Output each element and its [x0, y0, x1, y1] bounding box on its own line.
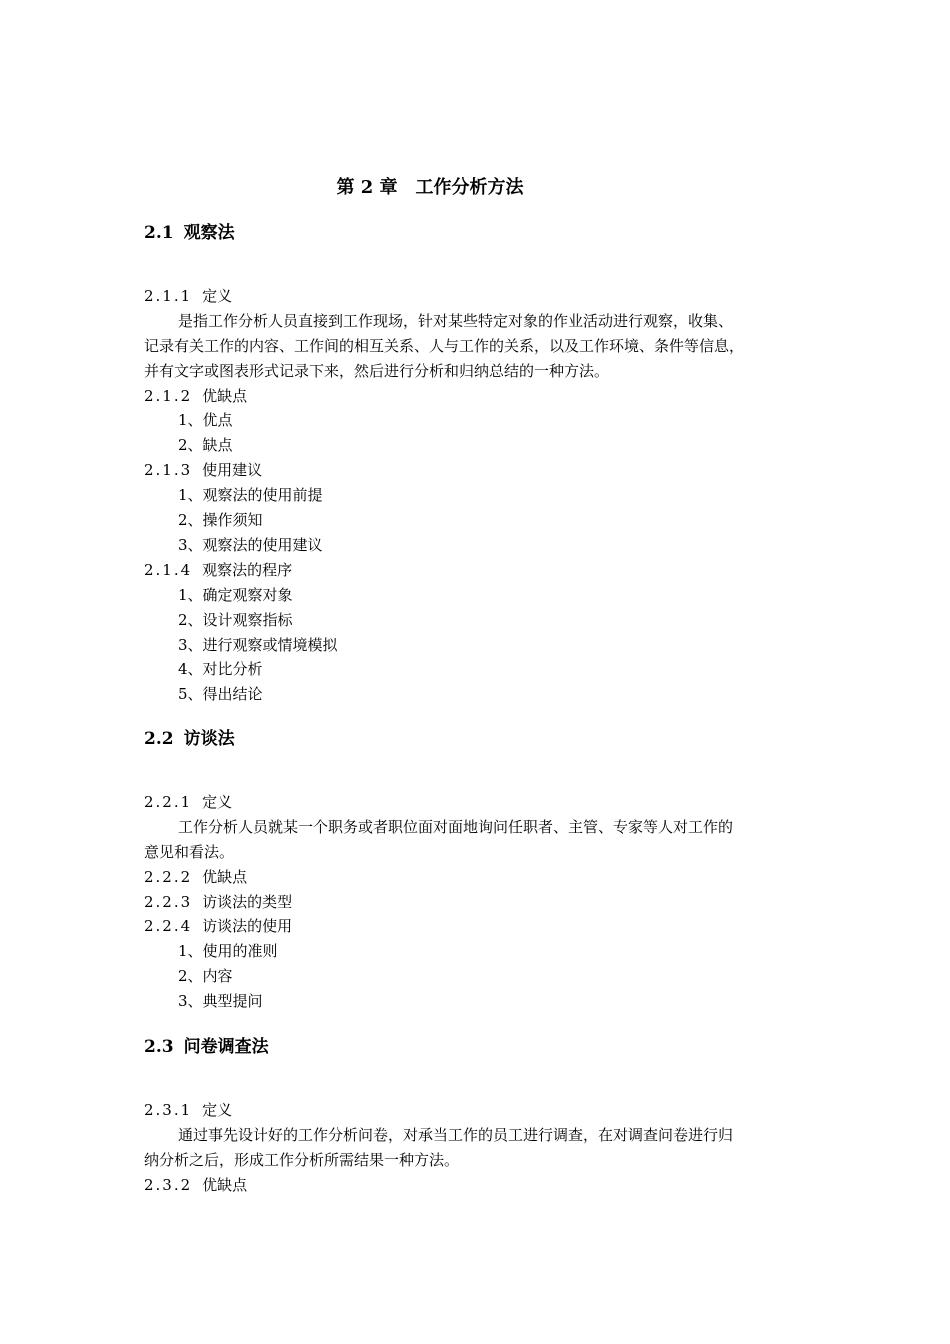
list-item: 3、进行观察或情境模拟 — [178, 636, 338, 654]
chapter-name: 工作分析方法 — [415, 177, 524, 198]
subsection-title: 优缺点 — [202, 387, 248, 405]
subsection-number: 2.2.2 — [144, 868, 193, 886]
subsection-number: 2.3.1 — [144, 1101, 193, 1119]
section-heading — [144, 1036, 269, 1058]
subsection-heading — [144, 386, 247, 406]
list-item: 2、操作须知 — [178, 511, 263, 529]
paragraph-line: 并有文字或图表形式记录下来，然后进行分析和归纳总结的一种方法。 — [144, 362, 610, 380]
subsection-title: 定义 — [202, 287, 233, 305]
subsection-title: 访谈法的类型 — [202, 893, 293, 911]
section-heading — [144, 222, 235, 244]
subsection-heading — [144, 792, 232, 812]
subsection-title: 访谈法的使用 — [202, 917, 293, 935]
list-item: 4、对比分析 — [178, 660, 263, 678]
list-item: 1、使用的准则 — [178, 942, 278, 960]
subsection-number: 2.2.3 — [144, 893, 193, 911]
subsection-title: 优缺点 — [202, 868, 248, 886]
list-item: 2、内容 — [178, 967, 233, 985]
list-item: 3、典型提问 — [178, 992, 263, 1010]
subsection-title: 定义 — [202, 1101, 233, 1119]
subsection-heading — [144, 1100, 232, 1120]
list-item: 5、得出结论 — [178, 685, 263, 703]
chapter-number: 第 2 章 — [336, 177, 398, 198]
subsection-heading — [144, 916, 292, 936]
list-item: 2、设计观察指标 — [178, 611, 293, 629]
section-title: 观察法 — [183, 223, 235, 243]
list-item: 3、观察法的使用建议 — [178, 536, 323, 554]
subsection-title: 使用建议 — [202, 461, 263, 479]
subsection-heading — [144, 892, 292, 912]
subsection-number: 2.2.4 — [144, 917, 193, 935]
list-item: 1、优点 — [178, 411, 233, 429]
subsection-title: 观察法的程序 — [202, 561, 293, 579]
subsection-title: 定义 — [202, 793, 233, 811]
subsection-number: 2.2.1 — [144, 793, 193, 811]
subsection-heading — [144, 286, 232, 306]
subsection-heading — [144, 560, 292, 580]
section-title: 问卷调查法 — [183, 1037, 269, 1057]
list-item: 1、确定观察对象 — [178, 586, 293, 604]
subsection-number: 2.1.2 — [144, 387, 193, 405]
section-number: 2.1 — [144, 223, 174, 243]
subsection-number: 2.1.1 — [144, 287, 193, 305]
subsection-number: 2.1.3 — [144, 461, 193, 479]
subsection-number: 2.3.2 — [144, 1176, 193, 1194]
list-item: 1、观察法的使用前提 — [178, 486, 323, 504]
paragraph-line: 纳分析之后，形成工作分析所需结果一种方法。 — [144, 1151, 460, 1169]
subsection-number: 2.1.4 — [144, 561, 193, 579]
paragraph-line: 工作分析人员就某一个职务或者职位面对面地询问任职者、主管、专家等人对工作的 — [178, 818, 734, 836]
chapter-title — [0, 176, 860, 200]
section-title: 访谈法 — [183, 729, 235, 749]
paragraph-line: 通过事先设计好的工作分析问卷，对承当工作的员工进行调查，在对调查问卷进行归 — [178, 1126, 734, 1144]
paragraph-line: 是指工作分析人员直接到工作现场，针对某些特定对象的作业活动进行观察，收集、 — [178, 312, 734, 330]
list-item: 2、缺点 — [178, 436, 233, 454]
paragraph-line: 记录有关工作的内容、工作间的相互关系、人与工作的关系，以及工作环境、条件等信息， — [144, 337, 745, 355]
subsection-heading — [144, 1175, 247, 1195]
subsection-heading — [144, 867, 247, 887]
section-number: 2.2 — [144, 729, 174, 749]
subsection-title: 优缺点 — [202, 1176, 248, 1194]
subsection-heading — [144, 460, 262, 480]
section-number: 2.3 — [144, 1037, 174, 1057]
section-heading — [144, 728, 235, 750]
paragraph-line: 意见和看法。 — [144, 843, 235, 861]
